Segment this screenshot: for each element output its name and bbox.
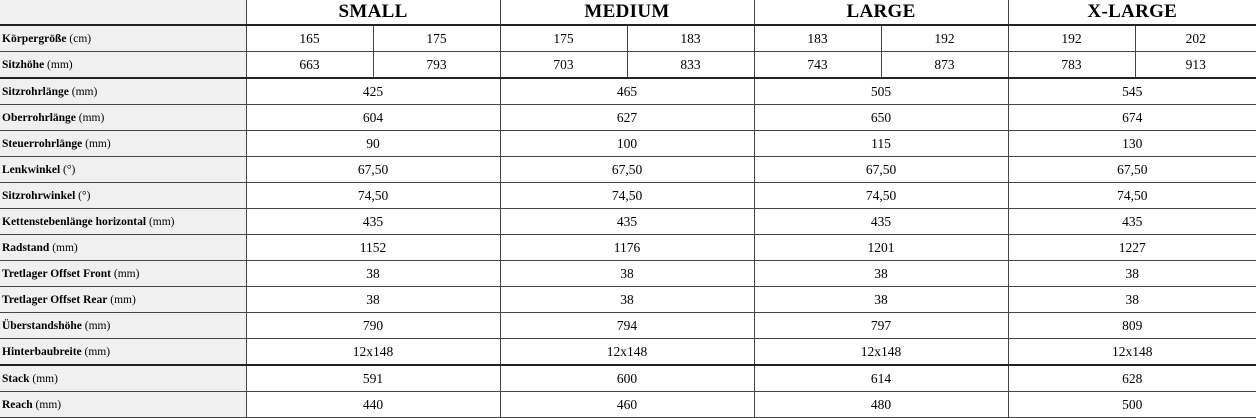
table-cell: 703 xyxy=(500,52,627,79)
row-label-name: Tretlager Offset Rear xyxy=(2,293,108,306)
table-cell: 1152 xyxy=(246,235,500,261)
row-label-unit: (mm) xyxy=(35,398,62,411)
table-cell: 67,50 xyxy=(246,157,500,183)
row-label-name: Tretlager Offset Front xyxy=(2,267,112,280)
table-cell: 425 xyxy=(246,78,500,105)
row-label xyxy=(0,209,246,235)
table-cell: 783 xyxy=(1008,52,1135,79)
table-cell: 12x148 xyxy=(246,339,500,366)
table-cell: 505 xyxy=(754,78,1008,105)
row-label-unit: (mm) xyxy=(52,241,78,254)
table-cell: 873 xyxy=(881,52,1008,79)
table-cell: 600 xyxy=(500,365,754,392)
table-cell: 38 xyxy=(500,287,754,313)
table-row xyxy=(0,339,1256,366)
table-row xyxy=(0,209,1256,235)
table-cell: 38 xyxy=(246,261,500,287)
table-cell: 130 xyxy=(1008,131,1256,157)
row-label-unit: (mm) xyxy=(85,137,111,150)
table-cell: 90 xyxy=(246,131,500,157)
table-cell: 809 xyxy=(1008,313,1256,339)
table-cell: 67,50 xyxy=(754,157,1008,183)
table-cell: 435 xyxy=(500,209,754,235)
table-cell: 202 xyxy=(1135,25,1256,52)
table-cell: 74,50 xyxy=(754,183,1008,209)
table-cell: 38 xyxy=(500,261,754,287)
table-cell: 628 xyxy=(1008,365,1256,392)
table-cell: 12x148 xyxy=(500,339,754,366)
table-cell: 797 xyxy=(754,313,1008,339)
row-label-unit: (mm) xyxy=(47,58,73,71)
row-label-unit: (°) xyxy=(78,189,91,202)
table-cell: 38 xyxy=(754,287,1008,313)
table-cell: 175 xyxy=(500,25,627,52)
table-cell: 435 xyxy=(754,209,1008,235)
size-header-medium: MEDIUM xyxy=(500,0,754,25)
row-label-name: Sitzrohrwinkel xyxy=(2,189,76,202)
table-cell: 793 xyxy=(373,52,500,79)
table-row xyxy=(0,313,1256,339)
table-cell: 12x148 xyxy=(1008,339,1256,366)
table-row xyxy=(0,52,1256,79)
size-header-small: SMALL xyxy=(246,0,500,25)
table-cell: 440 xyxy=(246,392,500,418)
table-cell: 183 xyxy=(627,25,754,52)
row-label xyxy=(0,365,246,392)
table-row xyxy=(0,78,1256,105)
table-cell: 674 xyxy=(1008,105,1256,131)
table-cell: 480 xyxy=(754,392,1008,418)
table-cell: 74,50 xyxy=(1008,183,1256,209)
table-cell: 743 xyxy=(754,52,881,79)
table-cell: 614 xyxy=(754,365,1008,392)
table-cell: 100 xyxy=(500,131,754,157)
table-cell: 165 xyxy=(246,25,373,52)
row-label xyxy=(0,52,246,79)
row-label xyxy=(0,25,246,52)
row-label xyxy=(0,235,246,261)
table-row xyxy=(0,261,1256,287)
row-label xyxy=(0,78,246,105)
table-cell: 192 xyxy=(1008,25,1135,52)
table-cell: 38 xyxy=(246,287,500,313)
table-cell: 1201 xyxy=(754,235,1008,261)
table-cell: 913 xyxy=(1135,52,1256,79)
size-header-row xyxy=(0,0,1256,25)
table-cell: 663 xyxy=(246,52,373,79)
table-cell: 192 xyxy=(881,25,1008,52)
row-label-unit: (mm) xyxy=(71,85,98,98)
table-row xyxy=(0,105,1256,131)
table-cell: 38 xyxy=(754,261,1008,287)
table-cell: 74,50 xyxy=(246,183,500,209)
table-cell: 545 xyxy=(1008,78,1256,105)
table-cell: 591 xyxy=(246,365,500,392)
table-cell: 833 xyxy=(627,52,754,79)
table-cell: 435 xyxy=(246,209,500,235)
row-label xyxy=(0,287,246,313)
row-label xyxy=(0,313,246,339)
size-header-large: LARGE xyxy=(754,0,1008,25)
table-cell: 12x148 xyxy=(754,339,1008,366)
row-label-name: Körpergröße xyxy=(2,32,67,45)
table-cell: 604 xyxy=(246,105,500,131)
table-cell: 74,50 xyxy=(500,183,754,209)
row-label-name: Kettenstebenlänge horizontal xyxy=(2,215,147,228)
row-label-name: Sitzhöhe xyxy=(2,58,45,71)
table-row xyxy=(0,25,1256,52)
row-label-unit: (mm) xyxy=(110,293,136,306)
row-label-name: Oberrohrlänge xyxy=(2,111,76,124)
table-row xyxy=(0,392,1256,418)
row-label xyxy=(0,131,246,157)
row-label-unit: (mm) xyxy=(113,267,140,280)
size-header-xlarge: X-LARGE xyxy=(1008,0,1256,25)
table-row xyxy=(0,365,1256,392)
row-label-unit: (mm) xyxy=(148,215,175,228)
row-label xyxy=(0,392,246,418)
table-row xyxy=(0,157,1256,183)
table-cell: 115 xyxy=(754,131,1008,157)
table-cell: 500 xyxy=(1008,392,1256,418)
table-row xyxy=(0,131,1256,157)
row-label-unit: (mm) xyxy=(84,345,111,358)
table-cell: 38 xyxy=(1008,287,1256,313)
table-cell: 650 xyxy=(754,105,1008,131)
table-row xyxy=(0,235,1256,261)
row-label-name: Sitzrohrlänge xyxy=(2,85,69,98)
header-corner xyxy=(0,0,246,25)
row-label-unit: (°) xyxy=(63,163,76,176)
table-cell: 67,50 xyxy=(500,157,754,183)
row-label-name: Reach xyxy=(2,398,33,411)
table-cell: 38 xyxy=(1008,261,1256,287)
table-row xyxy=(0,287,1256,313)
row-label xyxy=(0,157,246,183)
table-cell: 183 xyxy=(754,25,881,52)
table-cell: 627 xyxy=(500,105,754,131)
row-label-name: Lenkwinkel xyxy=(2,163,61,176)
table-cell: 1176 xyxy=(500,235,754,261)
row-label-unit: (mm) xyxy=(32,372,58,385)
row-label xyxy=(0,261,246,287)
row-label-name: Hinterbaubreite xyxy=(2,345,82,358)
row-label xyxy=(0,339,246,366)
table-cell: 794 xyxy=(500,313,754,339)
table-cell: 175 xyxy=(373,25,500,52)
table-cell: 465 xyxy=(500,78,754,105)
table-cell: 460 xyxy=(500,392,754,418)
table-cell: 790 xyxy=(246,313,500,339)
table-row xyxy=(0,183,1256,209)
table-cell: 435 xyxy=(1008,209,1256,235)
row-label-name: Stack xyxy=(2,372,30,385)
row-label-unit: (mm) xyxy=(78,111,105,124)
row-label xyxy=(0,183,246,209)
row-label-name: Steuerrohrlänge xyxy=(2,137,83,150)
row-label-name: Radstand xyxy=(2,241,50,254)
table-cell: 1227 xyxy=(1008,235,1256,261)
row-label-name: Überstandshöhe xyxy=(2,319,82,332)
row-label xyxy=(0,105,246,131)
row-label-unit: (cm) xyxy=(69,32,92,45)
row-label-unit: (mm) xyxy=(84,319,111,332)
table-cell: 67,50 xyxy=(1008,157,1256,183)
